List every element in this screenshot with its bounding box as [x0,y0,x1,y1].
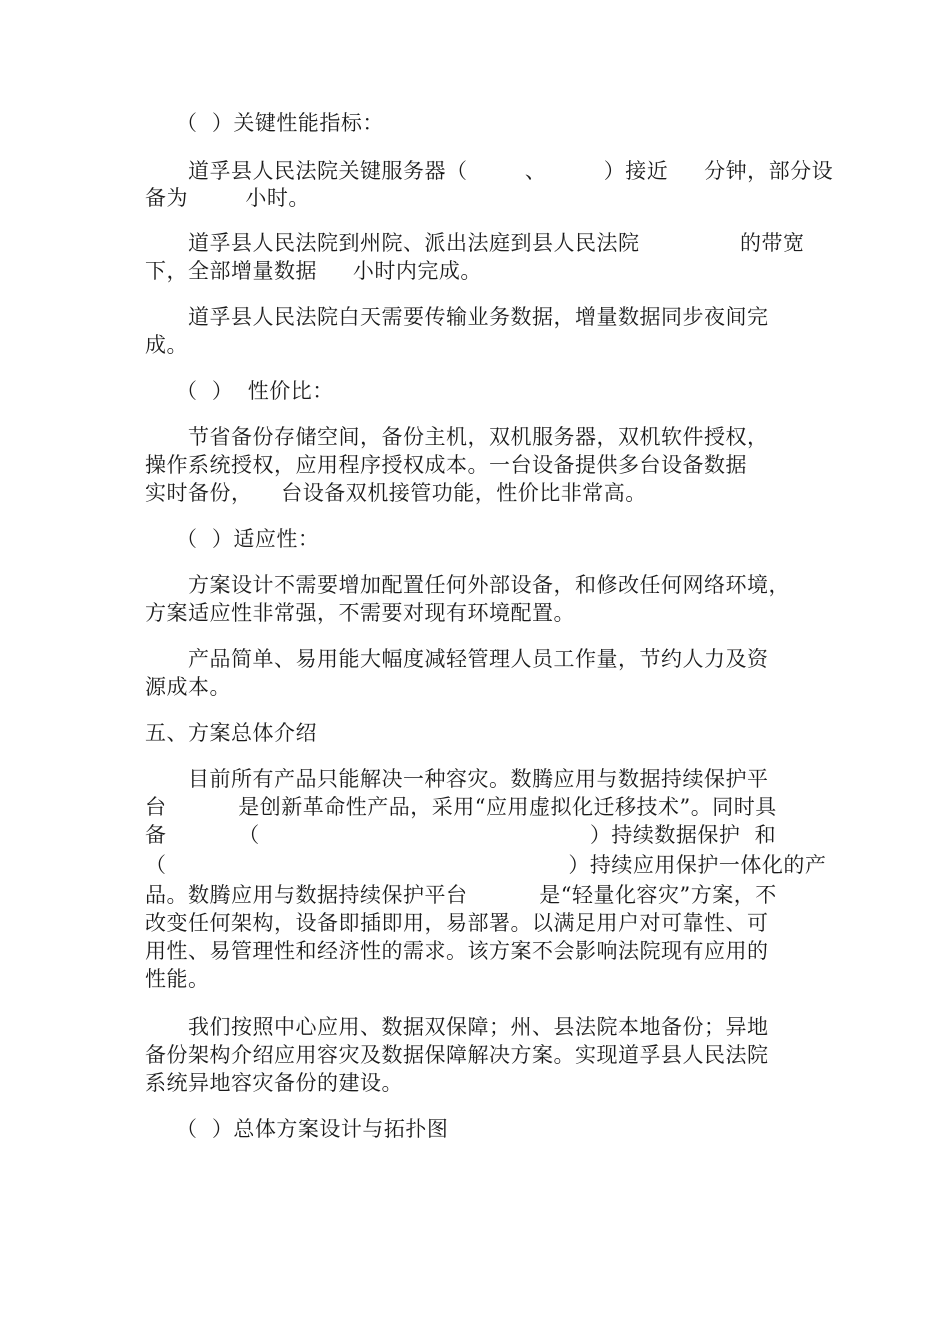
cost-paragraph-line-3: 实时备份， 台设备双机接管功能，性价比非常高。 [145,481,647,505]
intro-paragraph-1-line-1: 目前所有产品只能解决一种容灾。数腾应用与数据持续保护平 [188,767,769,791]
kpi-paragraph-1-line-1: 道孚县人民法院关键服务器（ 、 ）接近 分钟，部分设 [188,159,834,183]
intro-paragraph-2-line-1: 我们按照中心应用、数据双保障；州、县法院本地备份；异地 [188,1015,769,1039]
intro-paragraph-1-line-5: 品。数腾应用与数据持续保护平台 是“轻量化容灾”方案，不 [145,883,777,907]
intro-paragraph-1-line-2: 台 是创新革命性产品，采用“应用虚拟化迁移技术”。同时具 [145,795,777,819]
cost-paragraph-line-1: 节省备份存储空间，备份主机，双机服务器，双机软件授权， [188,425,769,449]
heading-key-performance: （ ）关键性能指标： [176,111,384,135]
section-5-title: 五、方案总体介绍 [145,721,317,745]
heading-cost-performance: （ ） 性价比： [176,379,334,403]
intro-paragraph-2-line-2: 备份架构介绍应用容灾及数据保障解决方案。实现道孚县人民法院 [145,1043,769,1067]
kpi-paragraph-2-line-2: 下，全部增量数据 小时内完成。 [145,259,482,283]
adapt-paragraph-2-line-2: 源成本。 [145,675,231,699]
cost-paragraph-line-2: 操作系统授权，应用程序授权成本。一台设备提供多台设备数据 [145,453,747,477]
kpi-paragraph-1-line-2: 备为 小时。 [145,186,310,210]
adapt-paragraph-2-line-1: 产品简单、易用能大幅度减轻管理人员工作量，节约人力及资 [188,647,769,671]
intro-paragraph-1-line-7: 用性、易管理性和经济性的需求。该方案不会影响法院现有应用的 [145,939,769,963]
intro-paragraph-2-line-3: 系统异地容灾备份的建设。 [145,1071,403,1095]
adapt-paragraph-1-line-1: 方案设计不需要增加配置任何外部设备，和修改任何网络环境， [188,573,790,597]
intro-paragraph-1-line-6: 改变任何架构，设备即插即用，易部署。以满足用户对可靠性、可 [145,911,769,935]
intro-paragraph-1-line-4: （ ）持续应用保护一体化的产 [145,853,827,877]
kpi-paragraph-3-line-1: 道孚县人民法院白天需要传输业务数据，增量数据同步夜间完 [188,305,769,329]
intro-paragraph-1-line-8: 性能。 [145,967,210,991]
heading-adaptability: （ ）适应性： [176,527,320,551]
kpi-paragraph-3-line-2: 成。 [145,333,188,357]
kpi-paragraph-2-line-1: 道孚县人民法院到州院、派出法庭到县人民法院 的带宽 [188,231,805,255]
adapt-paragraph-1-line-2: 方案适应性非常强，不需要对现有环境配置。 [145,601,575,625]
intro-paragraph-1-line-3: 备 （ ）持续数据保护 和 [145,823,777,847]
heading-topology: （ ）总体方案设计与拓扑图 [176,1117,449,1141]
